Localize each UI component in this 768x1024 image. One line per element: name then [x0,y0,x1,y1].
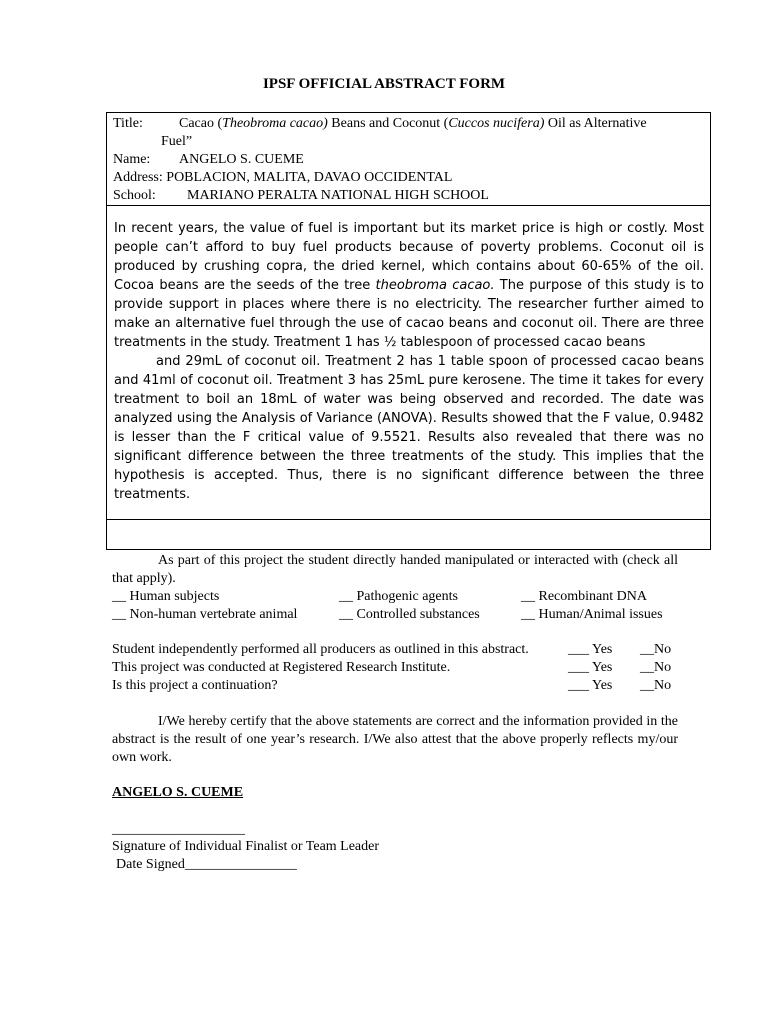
name-value: ANGELO S. CUEME [179,152,304,167]
check-recombinant-dna[interactable]: __ Recombinant DNA [521,589,647,604]
title-text-2: Beans and Coconut ( [327,116,449,131]
name-label: Name: [113,152,151,167]
date-signed-field[interactable]: Date Signed________________ [116,857,297,872]
title-continuation: Fuel” [161,134,193,149]
signature-line[interactable]: ___________________ [112,822,245,837]
check-controlled-substances[interactable]: __ Controlled substances [339,607,480,622]
title-text-3: Oil as Alternative [544,116,647,131]
school-value: MARIANO PERALTA NATIONAL HIGH SCHOOL [187,188,489,203]
abstract-text [114,219,704,504]
address-label: Address: [113,170,163,185]
school-label: School: [113,188,156,203]
abstract-scientific-name: theobroma cacao. [375,278,495,293]
certification-statement: I/We hereby certify that the above statements are correct and the information provided in the abstract is the result of one year’s research. I/We also attest that the above properly reflects my/our own work. [112,714,678,765]
signer-name: ANGELO S. CUEME [112,785,244,800]
answer-continuation-no[interactable]: __No [640,678,672,693]
title-label: Title: [113,116,143,131]
answer-institute-yes[interactable]: ___ Yes [568,660,613,675]
check-pathogenic-agents[interactable]: __ Pathogenic agents [339,589,458,604]
abstract-part-3: and 29mL of coconut oil. Treatment 2 has 1 table spoon of processed cacao beans and 41ml of coconut oil. Treatment 3 has 25mL pure kerosene. The time it takes for every treatment to boil an 18mL of water was being observed and recorded. The date was analyzed using the Analysis of Variance (ANOVA). Results showed that the F value, 0.9482 is lesser than the F critical value of 9.5521. Results also revealed that there was no significant difference between the three treatments of the study. This implies that the hypothesis is accepted. Thus, there is no significant difference between the three treatments. [114,354,704,502]
abstract-part-2: The purpose of this study is to provide support in places where there is no electricity. The researcher further aimed to make an alternative fuel through the use of cacao beans and coconut oil. There are three treatments in the study. Treatment 1 has ½ tablespoon of processed cacao beans [114,278,704,350]
check-non-human-vertebrate[interactable]: __ Non-human vertebrate animal [112,607,298,622]
title-scientific-1: Theobroma cacao) [222,116,328,131]
title-row [113,115,704,133]
answer-independent-no[interactable]: __No [640,642,672,657]
signature-label: Signature of Individual Finalist or Team Leader [112,839,380,854]
answer-independent-yes[interactable]: ___ Yes [568,642,613,657]
involvement-intro: As part of this project the student directly handed manipulated or interacted with (check all that apply). [112,553,678,586]
title-text-1: Cacao ( [179,116,223,131]
abstract-part-1: In recent years, the value of fuel is important but its market price is high or costly. Most people can’t afford to buy fuel products because of poverty problems. Coconut oil is produced by crushing copra, the dried kernel, which contains about 60-65% of the oil. Cocoa beans are the seeds of the tree [114,221,704,293]
title-scientific-2: Cuccos nucifera) [448,116,545,131]
answer-institute-no[interactable]: __No [640,660,672,675]
divider-bottom [107,519,710,520]
check-human-subjects[interactable]: __ Human subjects [112,589,220,604]
check-human-animal-issues[interactable]: __ Human/Animal issues [521,607,663,622]
project-info [113,115,704,205]
divider-top [107,205,710,206]
address-value: POBLACION, MALITA, DAVAO OCCIDENTAL [166,170,453,185]
question-continuation: Is this project a continuation? [112,678,278,693]
page-title: IPSF OFFICIAL ABSTRACT FORM [262,76,506,92]
school-row [113,187,704,205]
question-registered-institute: This project was conducted at Registered Research Institute. [112,660,451,675]
abstract-box [106,112,711,550]
question-independent: Student independently performed all producers as outlined in this abstract. [112,642,529,657]
address-row [113,169,704,187]
certification-text [112,713,678,767]
name-row [113,151,704,169]
answer-continuation-yes[interactable]: ___ Yes [568,678,613,693]
